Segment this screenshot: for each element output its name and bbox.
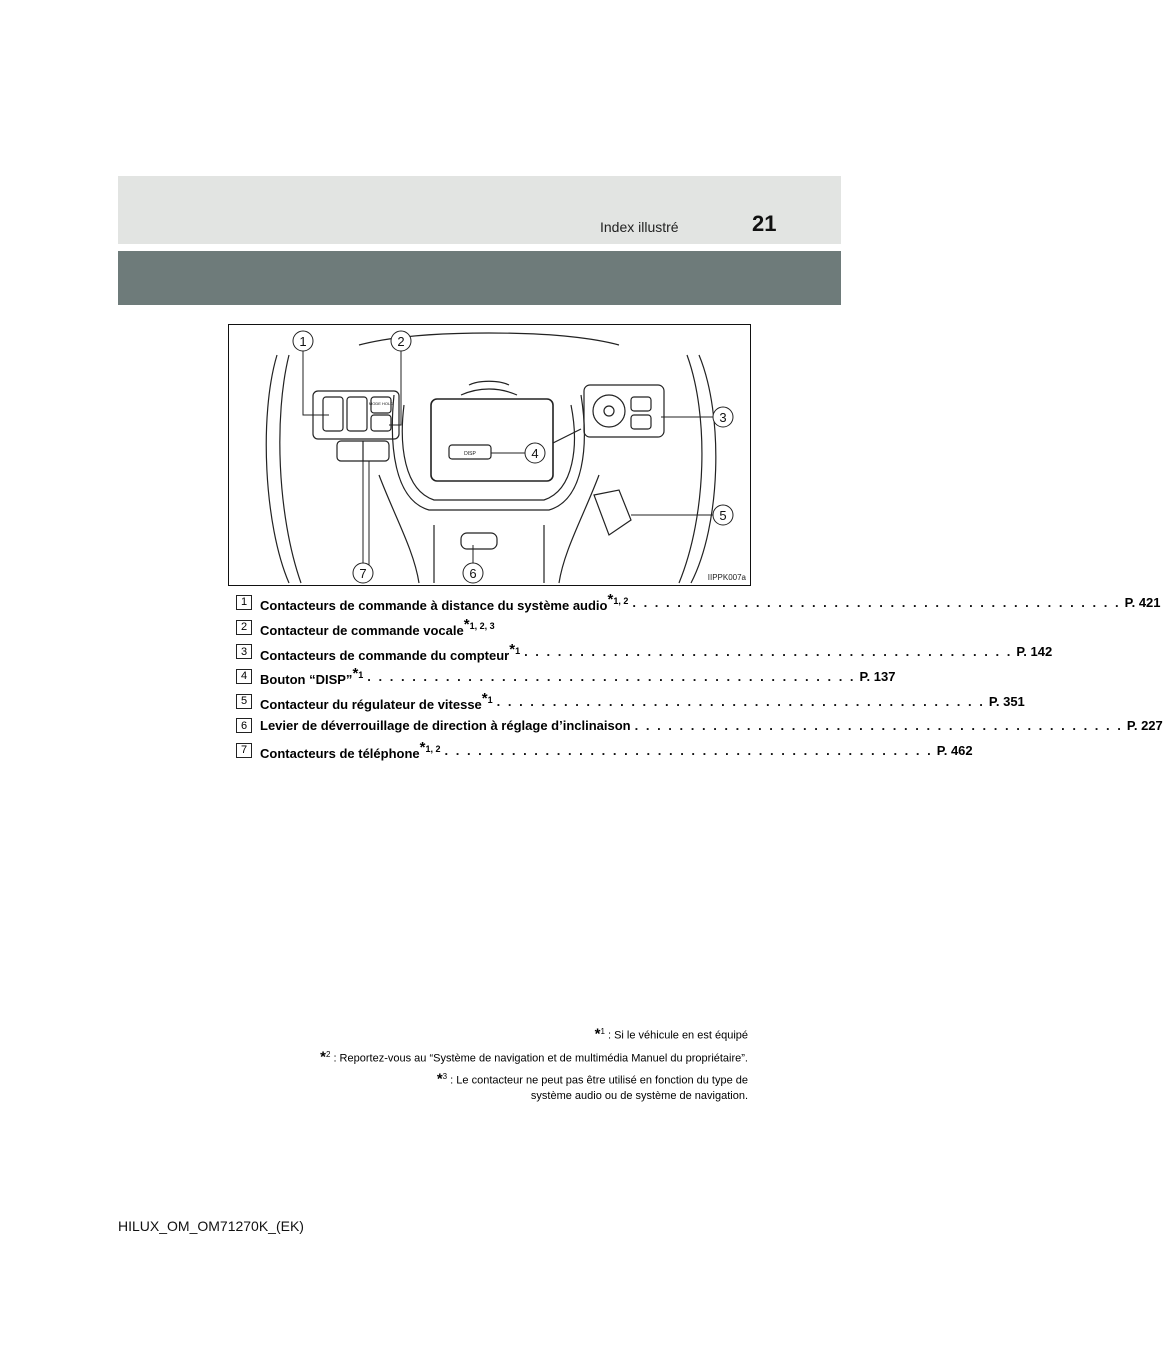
legend-item bbox=[236, 590, 1161, 615]
footnote: *$^3$ : Le contacteur ne peut pas être utilisé en fonction du type de bbox=[436, 1070, 748, 1088]
legend-label: Contacteurs de commande du compteur$^{*1}$ bbox=[260, 640, 521, 663]
steering-wheel-illustration bbox=[229, 325, 750, 585]
page-reference: P. 227 bbox=[1126, 718, 1163, 734]
callout-1: 1 bbox=[299, 334, 307, 349]
legend-label: Levier de déverrouillage de direction à réglage d’inclinaison bbox=[260, 718, 631, 734]
page-reference: P. 351 bbox=[988, 693, 1025, 709]
legend-item bbox=[236, 738, 973, 763]
legend-item bbox=[236, 615, 726, 640]
page-number: 21 bbox=[752, 211, 777, 236]
page-reference: P. 421 bbox=[1124, 594, 1161, 610]
legend-number: 1 bbox=[236, 595, 252, 610]
legend-item bbox=[236, 639, 1053, 664]
callout-2: 2 bbox=[397, 334, 405, 349]
legend-item bbox=[236, 664, 896, 689]
disp-button-label: DISP bbox=[464, 451, 476, 457]
legend-label: Contacteur du régulateur de vitesse$^{*1}$ bbox=[260, 690, 493, 713]
legend-number: 6 bbox=[236, 718, 252, 733]
dot-leader: . . . . . . . . . . . . . . . . . . . . . . . . . . . . . . . . . . . . . . . . . . . . bbox=[632, 594, 1121, 610]
figure-code: IIPPK007a bbox=[707, 573, 746, 582]
footnote: *$^2$ : Reportez-vous au “Système de navigation et de multimédia Manuel du propriétaire”. bbox=[320, 1048, 748, 1066]
steering-wheel-figure bbox=[228, 324, 751, 586]
header-band bbox=[118, 176, 841, 244]
footnote-continuation: système audio ou de système de navigation. bbox=[530, 1089, 748, 1102]
legend-item bbox=[236, 713, 1163, 738]
callout-7: 7 bbox=[359, 566, 367, 581]
legend-item bbox=[236, 689, 1025, 714]
legend-label: Bouton “DISP”$^{*1}$ bbox=[260, 665, 364, 688]
section-title: Index illustré bbox=[600, 219, 679, 235]
legend-number: 4 bbox=[236, 669, 252, 684]
legend-number: 5 bbox=[236, 694, 252, 709]
callout-6: 6 bbox=[469, 566, 477, 581]
footnote: *$^1$ : Si le véhicule en est équipé bbox=[594, 1025, 748, 1043]
mode-button-label: MODE HOLD bbox=[368, 401, 394, 406]
legend-label: Contacteurs de téléphone$^{*1, 2}$ bbox=[260, 739, 441, 762]
legend-number: 2 bbox=[236, 620, 252, 635]
legend-number: 7 bbox=[236, 743, 252, 758]
page-reference: P. 137 bbox=[859, 668, 896, 684]
dot-leader: . . . . . . . . . . . . . . . . . . . . . . . . . . . . . . . . . . . . . . . . . . . . bbox=[524, 644, 1013, 660]
legend-label: Contacteur de commande vocale$^{*1, 2, 3}$ bbox=[260, 616, 495, 639]
document-code: HILUX_OM_OM71270K_(EK) bbox=[118, 1218, 304, 1234]
page-reference: P. 462 bbox=[936, 742, 973, 758]
callout-4: 4 bbox=[531, 446, 539, 461]
legend-label: Contacteurs de commande à distance du système audio$^{*1, 2}$ bbox=[260, 591, 629, 614]
section-band bbox=[118, 251, 841, 305]
callout-5: 5 bbox=[719, 508, 727, 523]
page-reference: P. 142 bbox=[1016, 644, 1053, 660]
legend-list bbox=[236, 590, 1163, 763]
callout-3: 3 bbox=[719, 410, 727, 425]
dot-leader: . . . . . . . . . . . . . . . . . . . . . . . . . . . . . . . . . . . . . . . . . . . . bbox=[367, 668, 856, 684]
dot-leader: . . . . . . . . . . . . . . . . . . . . . . . . . . . . . . . . . . . . . . . . . . . . bbox=[634, 718, 1123, 734]
footnotes bbox=[188, 1024, 748, 1107]
dot-leader: . . . . . . . . . . . . . . . . . . . . . . . . . . . . . . . . . . . . . . . . . . . . bbox=[444, 742, 933, 758]
legend-number: 3 bbox=[236, 644, 252, 659]
dot-leader: . . . . . . . . . . . . . . . . . . . . . . . . . . . . . . . . . . . . . . . . . . . . bbox=[496, 693, 985, 709]
